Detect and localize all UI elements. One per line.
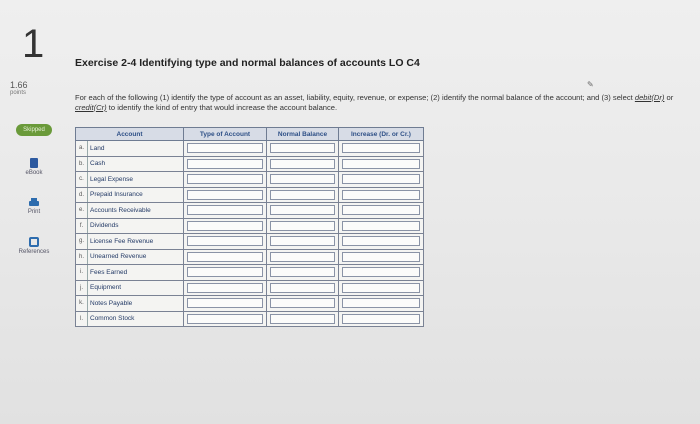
increase-select[interactable] [339,203,424,219]
account-cell [76,156,184,172]
type-of-account-select[interactable] [184,156,267,172]
increase-select[interactable] [339,249,424,265]
increase-select[interactable] [339,311,424,327]
type-of-account-select[interactable] [184,249,267,265]
table-row [76,187,424,203]
normal-balance-dropdown[interactable] [270,190,335,200]
normal-balance-dropdown[interactable] [270,314,335,324]
normal-balance-dropdown[interactable] [270,267,335,277]
account-cell [76,141,184,157]
account-name: Prepaid Insurance [90,191,143,199]
increase-select[interactable] [339,234,424,250]
account-cell [76,311,184,327]
row-letter: j. [76,281,88,296]
account-cell [76,296,184,312]
normal-balance-dropdown[interactable] [270,298,335,308]
increase-dropdown[interactable] [342,298,420,308]
account-name: Dividends [90,222,119,230]
increase-dropdown[interactable] [342,221,420,231]
type-of-account-select[interactable] [184,280,267,296]
type-of-account-select[interactable] [184,203,267,219]
table-row [76,156,424,172]
increase-select[interactable] [339,141,424,157]
normal-balance-dropdown[interactable] [270,221,335,231]
table-row [76,265,424,281]
header-normal-balance: Normal Balance [267,128,339,141]
account-name: Unearned Revenue [90,253,147,261]
account-cell [76,187,184,203]
table-row [76,218,424,234]
account-name: Legal Expense [90,175,134,183]
table-row [76,280,424,296]
type-dropdown[interactable] [187,174,263,184]
question-number: 1 [22,22,45,66]
increase-dropdown[interactable] [342,174,420,184]
increase-select[interactable] [339,296,424,312]
account-name: Accounts Receivable [90,206,151,214]
ebook-label: eBook [25,170,43,176]
row-letter: i. [76,265,88,280]
normal-balance-select[interactable] [267,156,339,172]
print-button[interactable] [28,198,40,215]
account-name: Fees Earned [90,268,128,276]
header-account: Account [76,128,184,141]
account-cell [76,265,184,281]
row-letter: h. [76,250,88,265]
normal-balance-select[interactable] [267,234,339,250]
normal-balance-select[interactable] [267,280,339,296]
increase-select[interactable] [339,172,424,188]
type-dropdown[interactable] [187,159,263,169]
normal-balance-select[interactable] [267,141,339,157]
row-letter: b. [76,157,88,172]
print-icon [29,198,39,207]
header-increase: Increase (Dr. or Cr.) [339,128,424,141]
table-row [76,296,424,312]
type-dropdown[interactable] [187,267,263,277]
debit-abbr: (Dr) [651,93,665,102]
type-dropdown[interactable] [187,298,263,308]
type-dropdown[interactable] [187,314,263,324]
normal-balance-dropdown[interactable] [270,283,335,293]
account-cell [76,218,184,234]
credit-term: credit [75,102,94,112]
account-cell [76,249,184,265]
table-row [76,141,424,157]
type-dropdown[interactable] [187,236,263,246]
account-cell [76,172,184,188]
type-dropdown[interactable] [187,252,263,262]
instructions-part-1: For each of the following (1) identify the type of account as an asset, liability, equity, revenue, or expense; (2) identify the normal balance of the account; and (3) select [75,93,635,102]
account-name: Common Stock [90,315,135,323]
normal-balance-dropdown[interactable] [270,143,335,153]
increase-dropdown[interactable] [342,205,420,215]
type-of-account-select[interactable] [184,234,267,250]
normal-balance-dropdown[interactable] [270,174,335,184]
header-type: Type of Account [184,128,267,141]
normal-balance-select[interactable] [267,172,339,188]
table-row [76,249,424,265]
type-of-account-select[interactable] [184,172,267,188]
normal-balance-dropdown[interactable] [270,252,335,262]
increase-dropdown[interactable] [342,190,420,200]
instructions-part-2: to identify the kind of entry that would increase the account balance. [106,102,338,112]
increase-select[interactable] [339,187,424,203]
row-letter: f. [76,219,88,234]
row-letter: c. [76,172,88,187]
type-dropdown[interactable] [187,190,263,200]
account-name: License Fee Revenue [90,237,154,245]
increase-select[interactable] [339,156,424,172]
debit-term: debit [634,93,652,102]
account-cell [76,203,184,219]
increase-dropdown[interactable] [342,236,420,246]
normal-balance-select[interactable] [267,265,339,281]
normal-balance-dropdown[interactable] [270,236,335,246]
type-of-account-select[interactable] [184,296,267,312]
increase-select[interactable] [339,218,424,234]
type-dropdown[interactable] [187,221,263,231]
question-sidebar [0,80,68,255]
type-dropdown[interactable] [187,283,263,293]
type-dropdown[interactable] [187,205,263,215]
table-row [76,203,424,219]
account-name: Notes Payable [90,299,133,307]
increase-dropdown[interactable] [342,143,420,153]
row-letter: d. [76,188,88,203]
exercise-title: Exercise 2-4 Identifying type and normal balances of accounts LO C4 [75,57,420,69]
references-label: References [18,249,50,255]
type-of-account-select[interactable] [184,218,267,234]
points-display [10,80,50,96]
account-name: Cash [90,160,106,168]
type-of-account-select[interactable] [184,265,267,281]
normal-balance-select[interactable] [267,311,339,327]
type-of-account-select[interactable] [184,311,267,327]
increase-dropdown[interactable] [342,159,420,169]
points-label: points [10,90,27,96]
row-letter: l. [76,312,88,327]
points-value: 1.66 [10,80,28,90]
account-cell [76,280,184,296]
or-text: or [664,93,674,102]
table-row [76,234,424,250]
row-letter: a. [76,141,88,156]
accounts-table [75,127,424,327]
credit-abbr: (Cr) [93,102,107,112]
normal-balance-select[interactable] [267,203,339,219]
increase-select[interactable] [339,280,424,296]
increase-dropdown[interactable] [342,252,420,262]
account-name: Land [90,144,105,152]
table-row [76,311,424,327]
table-header-row [76,128,424,141]
references-icon [29,237,39,247]
normal-balance-select[interactable] [267,218,339,234]
ebook-icon [30,158,38,168]
increase-dropdown[interactable] [342,314,420,324]
pin-icon: ✎ [587,80,594,89]
references-button[interactable] [19,237,50,255]
increase-dropdown[interactable] [342,283,420,293]
type-dropdown[interactable] [187,143,263,153]
account-cell [76,234,184,250]
row-letter: k. [76,296,88,311]
type-of-account-select[interactable] [184,187,267,203]
row-letter: e. [76,203,88,218]
ebook-button[interactable] [25,158,42,176]
normal-balance-select[interactable] [267,249,339,265]
normal-balance-dropdown[interactable] [270,205,335,215]
print-label: Print [27,209,41,215]
instructions [75,93,675,112]
normal-balance-dropdown[interactable] [270,159,335,169]
increase-select[interactable] [339,265,424,281]
table-row [76,172,424,188]
type-of-account-select[interactable] [184,141,267,157]
normal-balance-select[interactable] [267,187,339,203]
row-letter: g. [76,234,88,249]
normal-balance-select[interactable] [267,296,339,312]
increase-dropdown[interactable] [342,267,420,277]
status-badge: Skipped [16,124,52,136]
account-name: Equipment [90,284,122,292]
accounts-table-body [76,141,424,327]
